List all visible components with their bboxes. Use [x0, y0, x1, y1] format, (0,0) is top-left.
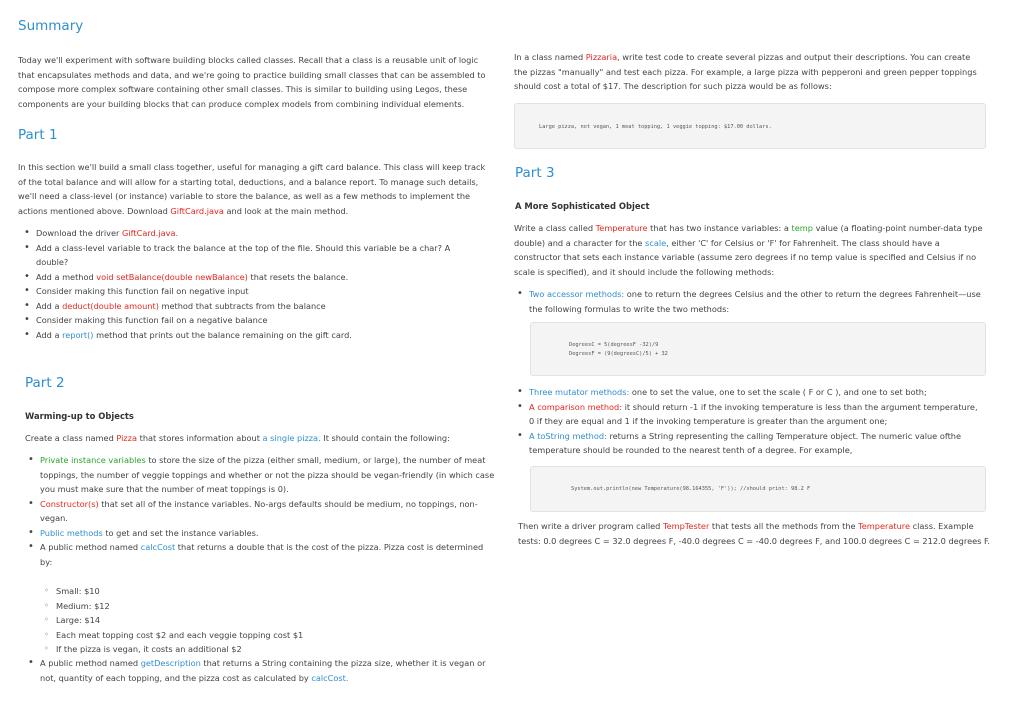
giftcard-driver-link[interactable]: GiftCard.java.: [122, 228, 179, 238]
accessor-list: [515, 287, 985, 316]
list-item: • A comparison method: it should return -1 if the invoking temperature is less than the argument temperature, 0 if they are equal and 1 if the invoking temperature is greater than the argument one;: [515, 400, 985, 429]
part3-subtitle: A More Sophisticated Object: [515, 201, 650, 211]
list-item: • Consider making this function fail on a negative balance: [22, 313, 472, 328]
temptester-class-name: TempTester: [662, 521, 710, 531]
pizza-description-code: [514, 103, 986, 149]
part1-intro-text: In this section we'll build a small class together, useful for managing a gift card balance. This class will keep track of the total balance and will allow for a starting total, deductions, and a balance report. To manage such details, we'll need a class-level (or instance) variable to store the balance, as well as a few methods to implement the actions mentioned above. Download: [18, 162, 486, 216]
list-item: • Add a report() method that prints out the balance remaining on the gift card.: [22, 328, 472, 343]
temp-field-name: temp: [791, 223, 813, 233]
list-item: • Two accessor methods: one to return the degrees Celsius and the other to return the degrees Fahrenheit—use the following formulas to write the two methods:: [515, 287, 985, 316]
list-item: ◦ If the pizza is vegan, it costs an additional $2: [42, 642, 492, 657]
list-item: ◦ Each meat topping cost $2 and each veggie topping cost $1: [42, 628, 492, 643]
list-item: ◦ Large: $14: [42, 613, 492, 628]
report-link[interactable]: report(): [62, 329, 94, 340]
methods-list: [515, 385, 985, 458]
deduct-link[interactable]: deduct(double amount): [62, 300, 159, 311]
list-item: • Consider making this function fail on negative input: [22, 284, 472, 299]
calccost-link[interactable]: calcCost: [140, 542, 176, 552]
temptester-text: Then write a driver program called TempTester that tests all the methods from the Temperature class. Example tests: 0.0 degrees C = 32.0 degrees F, -40.0 degrees C = -40.0 degrees F, and 100.0 degrees C = 212.0 degrees F.: [518, 521, 991, 546]
list-item: ◦ Medium: $12: [42, 599, 492, 614]
list-item: • A public method named calcCost that returns a double that is the cost of the pizza. Pizza cost is determined by:: [26, 540, 496, 569]
temperature-class-name: Temperature: [595, 223, 648, 233]
giftcard-link[interactable]: GiftCard.java: [170, 205, 224, 216]
list-item: • A toString method: returns a String representing the calling Temperature object. The numeric value ofthe temperature should be rounded to the nearest tenth of a degree. For example,: [515, 429, 985, 458]
pizzaria-text: In a class named Pizzaria, write test code to create several pizzas and output their descriptions. You can create the pizzas "manually" and test each pizza. For example, a large pizza with pepperoni and green pepper toppings should cost a total of $17. The description for such pizza would be as follows:: [514, 52, 977, 91]
code-line: DegreesC = 5(degreesF -32)/9: [569, 342, 659, 348]
summary-text: Today we'll experiment with software building blocks called classes. Recall that a class is a reusable unit of logic that encapsulates methods and data, and we're going to practice building small classes that can be assembled to compose more complex software containing other small classes. This is similar to building using Legos, these components are your building blocks that can produce complex models from combining individual elements.: [18, 55, 486, 109]
getdescription-link[interactable]: getDescription: [140, 658, 201, 668]
part3-intro: Write a class called Temperature that has two instance variables: a temp value (a floating-point number-data type double) and a character for the scale, either 'C' for Celsius or 'F' for Fahrenheit. The class should have a constructor that sets each instance variable (assume zero degrees if no temp value is specified and Celsius if no scale is specified), and it should include the following methods:: [514, 223, 983, 277]
list-item: • Add a deduct(double amount) method that subtracts from the balance: [22, 299, 472, 314]
part2-intro: Create a class named Pizza that stores information about a single pizza. It should contain the following:: [25, 433, 450, 443]
part1-intro: [18, 160, 492, 218]
pizzaria-class-name: Pizzaria: [585, 52, 618, 62]
part2-list-end: [26, 656, 496, 685]
part1-title: Part 1: [18, 127, 58, 143]
part3-title: Part 3: [515, 165, 555, 181]
list-item: • Three mutator methods: one to set the value, one to set the scale ( F or C ), and one to set both;: [515, 385, 985, 400]
list-item: • Private instance variables to store the size of the pizza (either small, medium, or large), the number of meat toppings, the number of veggie toppings and whether or not the pizza should be vegan-friendly (in which case you must make sure that the number of meat toppings is 0).: [26, 453, 496, 497]
list-item: • Public methods to get and set the instance variables.: [26, 526, 496, 541]
scale-field-name: scale: [645, 237, 667, 248]
part2-subtitle: Warming-up to Objects: [25, 411, 134, 421]
list-item: • Constructor(s) that set all of the instance variables. No-args defaults should be medium, no toppings, non-vegan.: [26, 497, 496, 526]
list-item: • Add a method void setBalance(double newBalance) that resets the balance.: [22, 270, 472, 285]
code-line: DegreesF = (9(degreesC)/5) + 32: [569, 351, 668, 357]
part2-title: Part 2: [25, 375, 65, 391]
part1-list: [22, 226, 472, 342]
single-pizza-emphasis: a single pizza.: [262, 433, 321, 443]
pizza-class-name: Pizza: [116, 433, 138, 443]
calccost-link-2[interactable]: calcCost.: [311, 672, 349, 683]
formula-code: [530, 322, 986, 376]
list-item: • Add a class-level variable to track the balance at the top of the file. Should this variable be a char? A double?: [22, 241, 472, 270]
list-item: • A public method named getDescription that returns a String containing the pizza size, whether it is vegan or not, quantity of each topping, and the pizza cost as calculated by calcCost.: [26, 656, 496, 685]
part2-list: [26, 453, 496, 569]
list-item: ◦ Small: $10: [42, 584, 492, 599]
tostring-example-code: [530, 466, 986, 512]
setbalance-link[interactable]: void setBalance(double newBalance): [96, 271, 248, 282]
part1-intro-text-end: and look at the main method.: [223, 205, 349, 216]
code-line: Large pizza, not vegan, 1 meat topping, 1 veggie topping: $17.00 dollars.: [539, 124, 772, 130]
summary-title: Summary: [18, 18, 84, 34]
code-line: System.out.println(new Temperature(98.164355, 'F')); //should print: 98.2 F: [571, 486, 811, 492]
cost-list: [42, 584, 492, 657]
temperature-class-ref: Temperature: [858, 521, 911, 531]
list-item: • Download the driver GiftCard.java.: [22, 226, 472, 241]
